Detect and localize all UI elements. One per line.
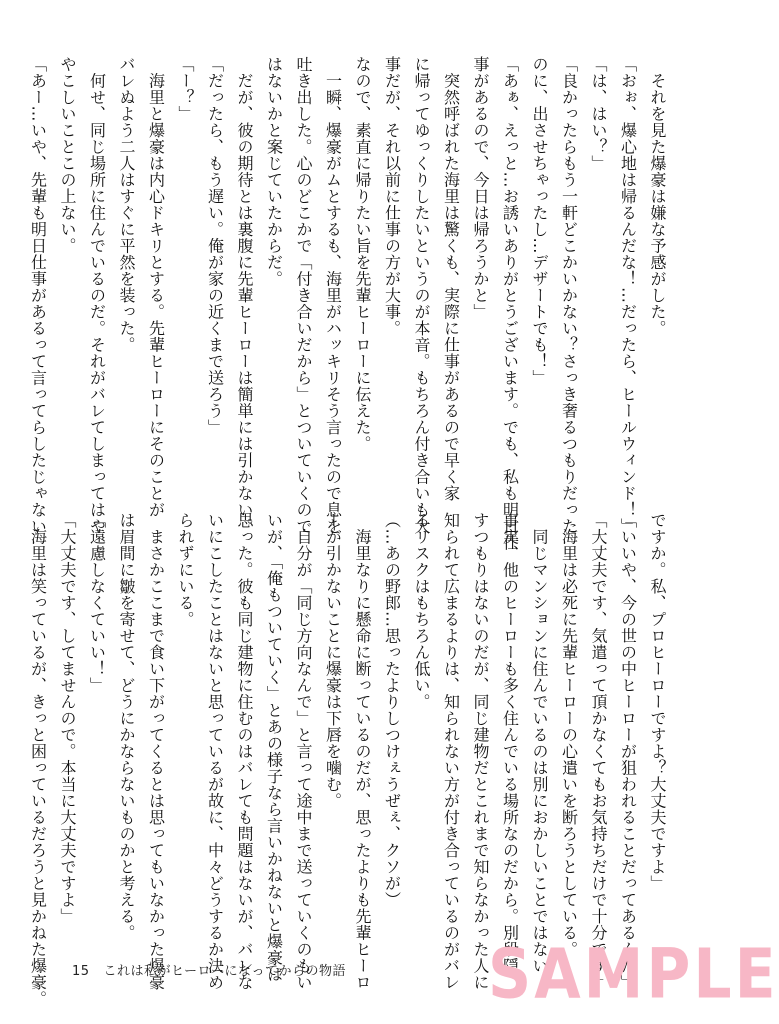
text-line: 吐き出した。心のどこかで「付き合いだから」とついていくので (294, 56, 313, 535)
text-line: はないかと案じていたからだ。 (264, 56, 284, 287)
text-line: ーが引かないことに爆豪は下唇を噛む。 (323, 512, 343, 809)
text-line: 事だが、それ以前に仕事の方が大事。 (382, 56, 402, 337)
text-line: 「だったら、もう遅い。俺が家の近くまで送ろう」 (205, 56, 225, 436)
text-line: 「いいや、今の世の中ヒーローが狙われることだってあるんだ」 (618, 512, 638, 991)
text-line: やこしいことこの上ない。 (58, 56, 77, 254)
text-line: 事があるので、今日は帰ろうかと」 (471, 56, 490, 320)
text-line: 事実、他のヒーローも多く住んでいる場所なのだから。別段隠 (500, 512, 520, 974)
text-line: 海里と爆豪は内心ドキリとする。先輩ヒーローにそのことが (146, 56, 166, 518)
page-footer (72, 960, 360, 979)
text-line: いにこしたことはないと思っているが故に、中々どうするか決め (205, 512, 225, 991)
text-line: いが、「俺もついていく」とあの様子なら言いかねないと爆豪は (264, 512, 284, 983)
text-line: それを見た爆豪は嫌な予感がした。 (648, 56, 667, 337)
text-line: 同じマンションに住んでいるのは別におかしいことではない。 (530, 512, 549, 991)
page-number: 15 (72, 964, 90, 979)
text-line: のに、出させちゃったし…デザートでも！」 (530, 56, 549, 386)
text-line: は眉間に皺を寄せて、どうにかならないものかと考える。 (117, 512, 136, 941)
text-line: 海里なりに懸命に断っているのだが、思ったよりも先輩ヒーロ (353, 512, 372, 991)
text-line: 知られて広まるよりは、知られない方が付き合っているのがバレ (441, 512, 461, 991)
text-line: るリスクはもちろん低い。 (412, 512, 431, 710)
text-line: 「遠慮しなくていい！」 (87, 512, 107, 694)
text-line: だが、彼の期待とは裏腹に先輩ヒーローは簡単には引かない。 (235, 56, 254, 535)
text-line: 海里は必死に先輩ヒーローの心遣いを断ろうとしている。 (559, 512, 579, 958)
text-line: 「大丈夫です、してませんので。本当に大丈夫ですよ」 (58, 512, 77, 925)
text-line: 「おぉ、爆心地は帰るんだな！…だったら、ヒールウィンド！」 (618, 56, 638, 535)
text-line: 「あぁ、えっと…お誘いありがとうございます。でも、私も明日仕 (500, 56, 520, 551)
text-line: 海里は笑っているが、きっと困っているだろうと見かねた爆豪。 (28, 512, 48, 1007)
text-line: 突然呼ばれた海里は驚くも、実際に仕事があるので早く家 (441, 56, 461, 502)
text-line: られずにいる。 (176, 512, 195, 628)
text-line: 「あー…いや、先輩も明日仕事があるって言ってらしたじゃない (28, 56, 48, 535)
text-line: まさかここまで食い下がってくるとは思ってもいなかった爆豪 (146, 512, 166, 991)
text-line: バレぬよう二人はすぐに平然を装った。 (117, 56, 136, 353)
text-line: 思った。彼も同じ建物に住むのはバレても問題はないが、バレな (235, 512, 254, 991)
book-title: これは私がヒーローになってからの物語 (103, 964, 347, 979)
text-line: に帰ってゆっくりしたいというのが本音。もちろん付き合いも大 (412, 56, 431, 535)
text-line: 何せ、同じ場所に住んでいるのだ。それがバレてしまってはや (87, 56, 107, 535)
text-line: 「良かったらもう一軒どこかいかない？さっき奢るつもりだった (559, 56, 579, 535)
text-line: 一瞬、爆豪がムとするも、海里がハッキリそう言ったので息を (323, 56, 343, 535)
text-line: 「は、はい？」 (589, 56, 608, 172)
text-line: ですか。私、プロヒーローですよ？大丈夫ですよ」 (648, 512, 667, 892)
text-line: 「ー？」 (176, 56, 195, 122)
text-line: なので、素直に帰りたい旨を先輩ヒーローに伝えた。 (353, 56, 372, 452)
text-line: 自分が「同じ方向なんで」と言って途中まで送っていくのもい (294, 512, 313, 991)
text-line: （…あの野郎…思ったよりしつけぇうぜぇ、クソが） (382, 512, 402, 908)
text-line: 「大丈夫です、気遣って頂かなくてもお気持ちだけで十分です」 (589, 512, 608, 991)
text-column-top (28, 56, 672, 551)
text-line: すつもりはないのだが、同じ建物だとこれまで知らなかった人に (471, 512, 490, 991)
sample-watermark: SAMPLE (488, 934, 779, 1015)
